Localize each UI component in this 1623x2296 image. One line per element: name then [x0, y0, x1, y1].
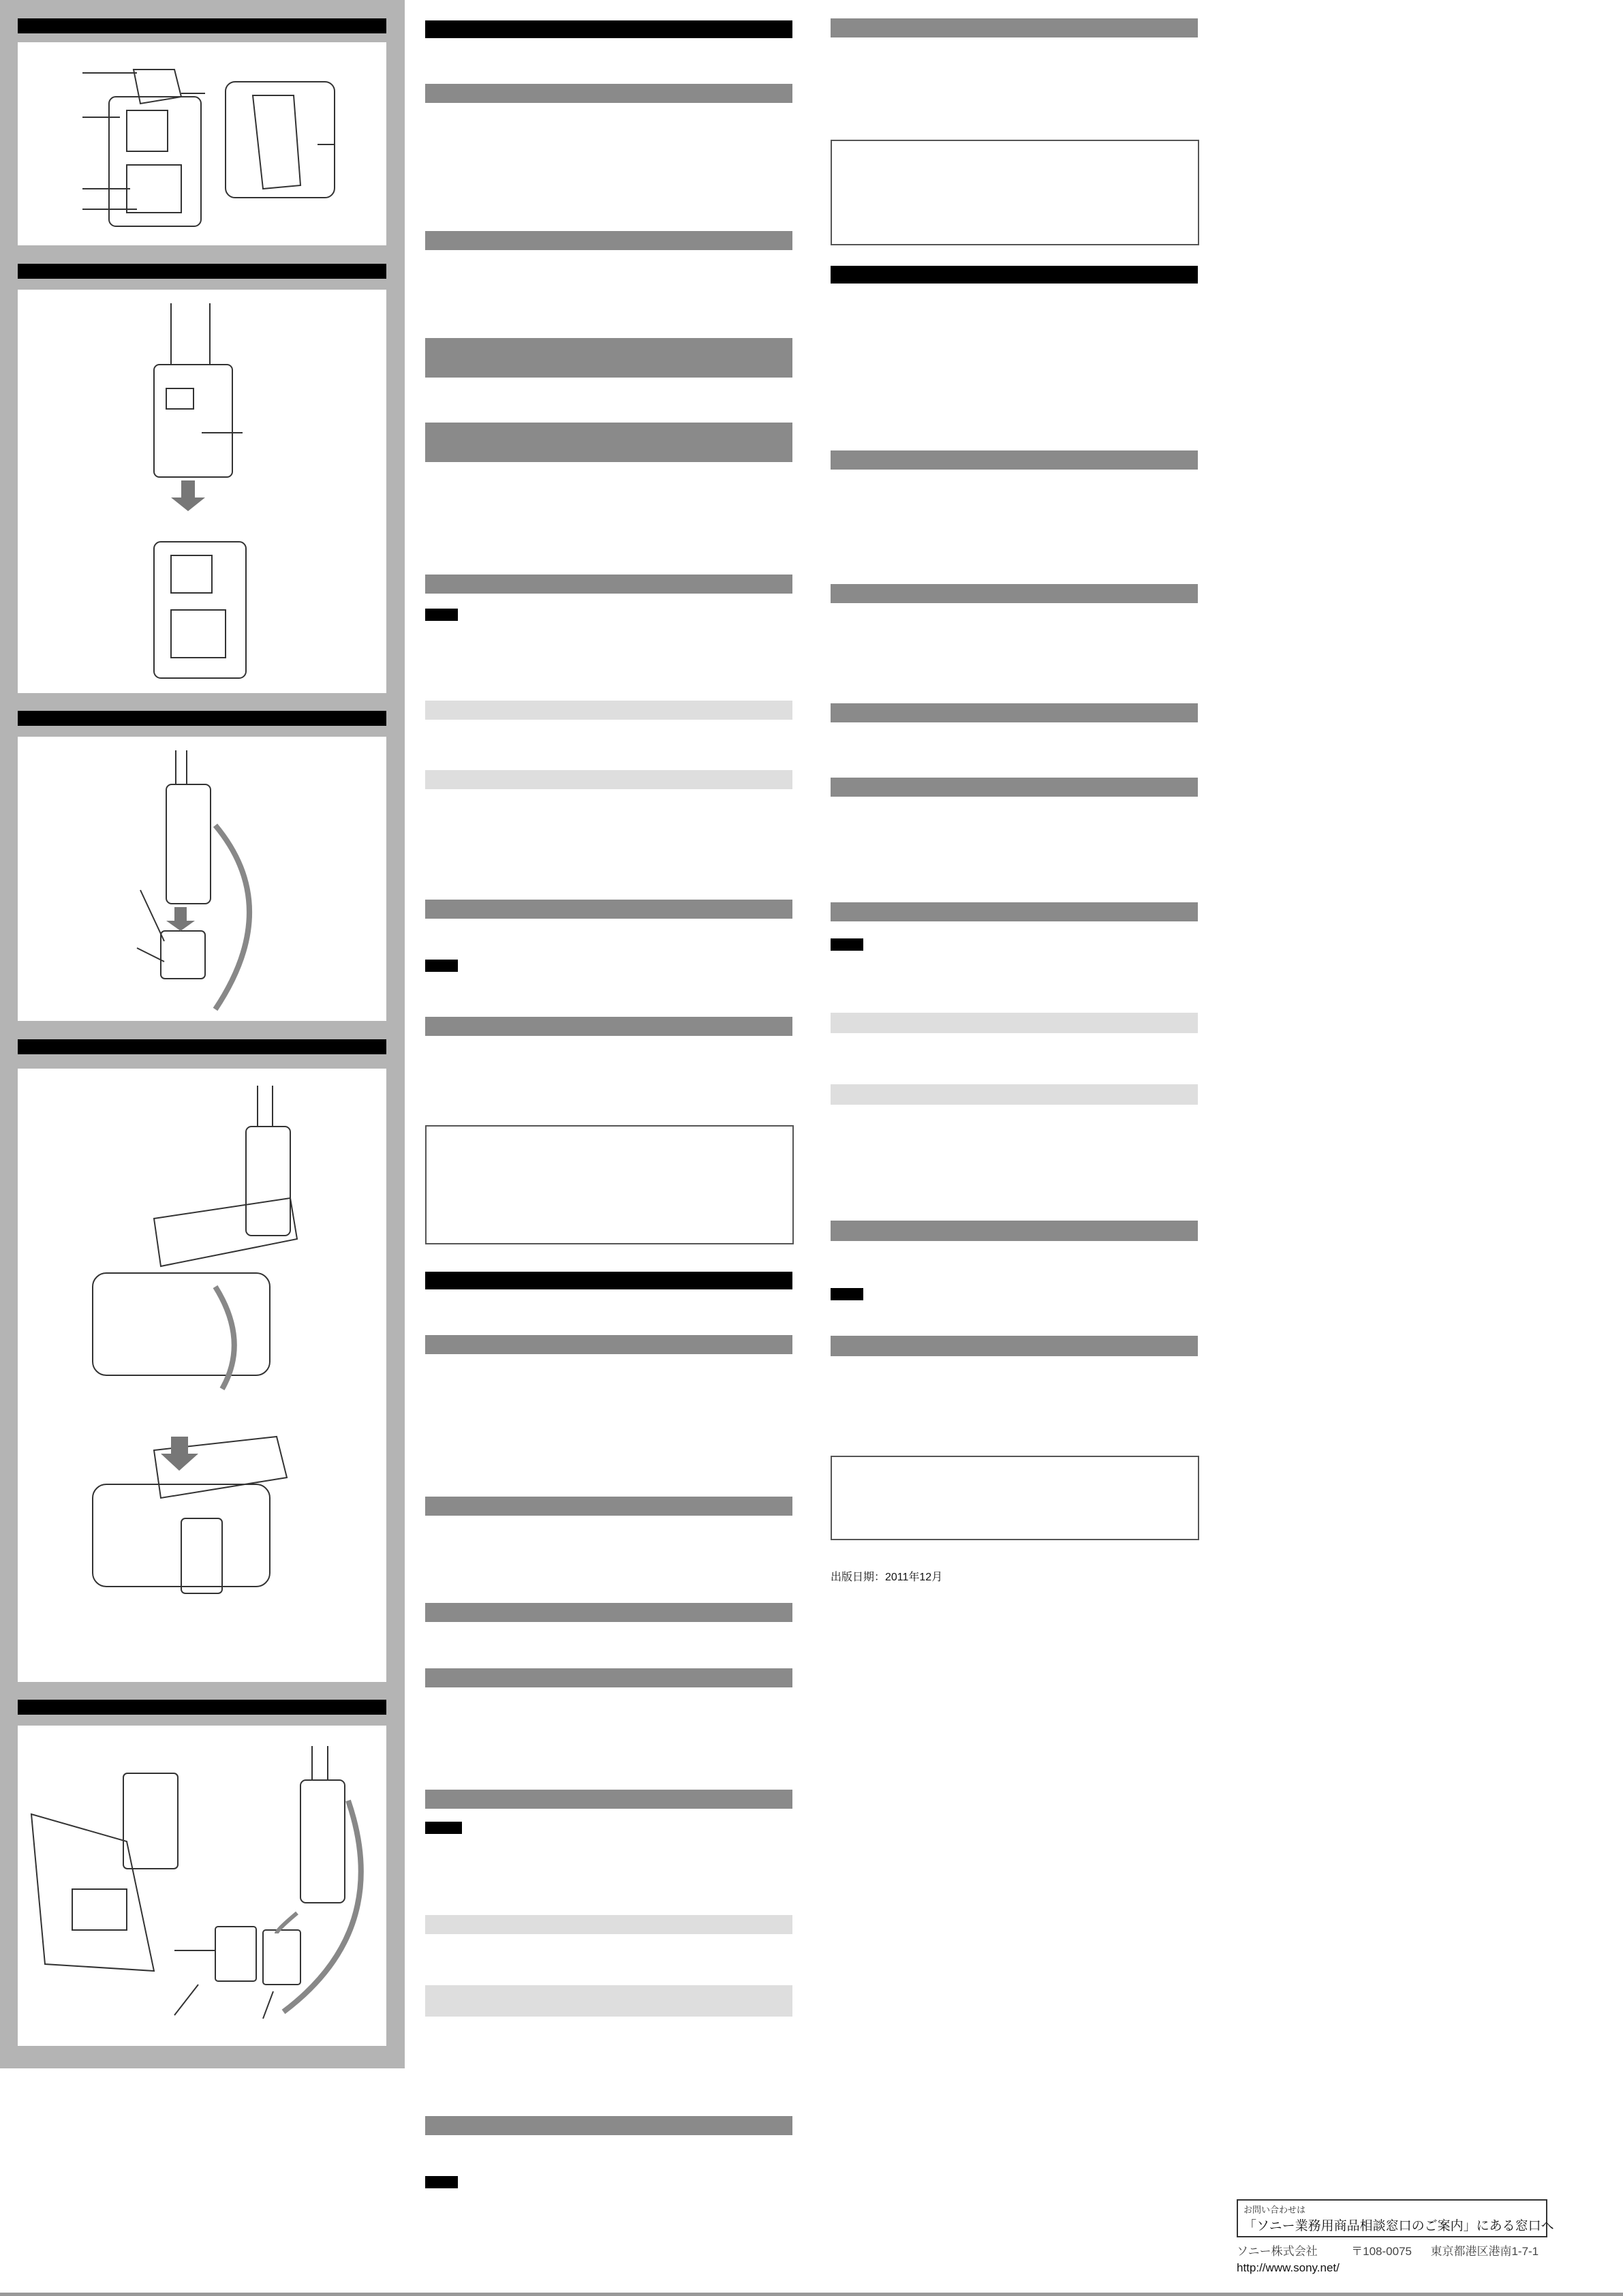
section-heading-bar	[18, 1700, 386, 1715]
sub-subheading-bar	[425, 1985, 792, 2017]
subheading-bar	[425, 1790, 792, 1809]
sub-subheading-bar	[425, 1915, 792, 1934]
note-tag	[425, 1822, 462, 1834]
section-heading-bar	[18, 711, 386, 726]
company-name: ソニー株式会社	[1237, 2245, 1318, 2258]
postal-code: 〒108-0075	[1351, 2245, 1412, 2258]
subheading-bar	[831, 902, 1198, 921]
note-tag	[831, 938, 863, 951]
subheading-bar	[831, 703, 1198, 722]
contact-box	[1237, 2199, 1554, 2237]
bottom-rule	[0, 2293, 1623, 2296]
contact-intro: お問い合わせは	[1243, 2205, 1306, 2215]
figure-camera-bracket	[18, 1726, 386, 2046]
subheading-bar	[831, 450, 1198, 470]
subheading-bar	[831, 18, 1198, 37]
subheading-bar	[831, 1221, 1198, 1241]
note-tag	[425, 2176, 458, 2188]
subheading-bar	[425, 1335, 792, 1354]
figure-insert-transmitter	[18, 290, 386, 693]
subheading-bar	[831, 1336, 1198, 1356]
main-section-bar	[831, 266, 1198, 284]
subheading-bar	[425, 1497, 792, 1516]
note-tag	[425, 960, 458, 972]
subheading-bar	[425, 1017, 792, 1036]
note-box	[425, 1125, 794, 1244]
section-heading-bar	[18, 1039, 386, 1054]
subheading-bar	[425, 423, 792, 462]
sub-subheading-bar	[425, 770, 792, 789]
section-heading-bar	[18, 264, 386, 279]
contact-heading: 「ソニー業務用商品相談窓口のご案内」にある窓口へ	[1243, 2219, 1554, 2233]
note-tag	[425, 609, 458, 621]
main-section-bar	[425, 1272, 792, 1289]
note-box	[831, 140, 1199, 245]
subheading-bar	[425, 2116, 792, 2135]
company-address	[1237, 2241, 1539, 2259]
subheading-bar	[425, 338, 792, 378]
main-section-bar	[425, 20, 792, 38]
subheading-bar	[425, 1668, 792, 1687]
figure-camcorder-mount	[18, 1069, 386, 1682]
section-heading-bar	[18, 18, 386, 33]
subheading-bar	[425, 1603, 792, 1622]
subheading-bar	[425, 84, 792, 103]
subheading-bar	[425, 231, 792, 250]
note-tag	[831, 1288, 863, 1300]
subheading-bar	[831, 778, 1198, 797]
figure-case-parts	[18, 42, 386, 245]
note-box	[831, 1456, 1199, 1540]
sub-subheading-bar	[831, 1013, 1198, 1033]
subheading-bar	[831, 584, 1198, 603]
publication-date: 出版日期：2011年12月	[831, 1572, 943, 1583]
company-url-link[interactable]: http://www.sony.net/	[1237, 2261, 1340, 2274]
sub-subheading-bar	[831, 1084, 1198, 1105]
figure-belt-clip	[18, 737, 386, 1021]
subheading-bar	[425, 575, 792, 594]
street-address: 東京都港区港南1-7-1	[1430, 2245, 1539, 2258]
subheading-bar	[425, 900, 792, 919]
sub-subheading-bar	[425, 701, 792, 720]
